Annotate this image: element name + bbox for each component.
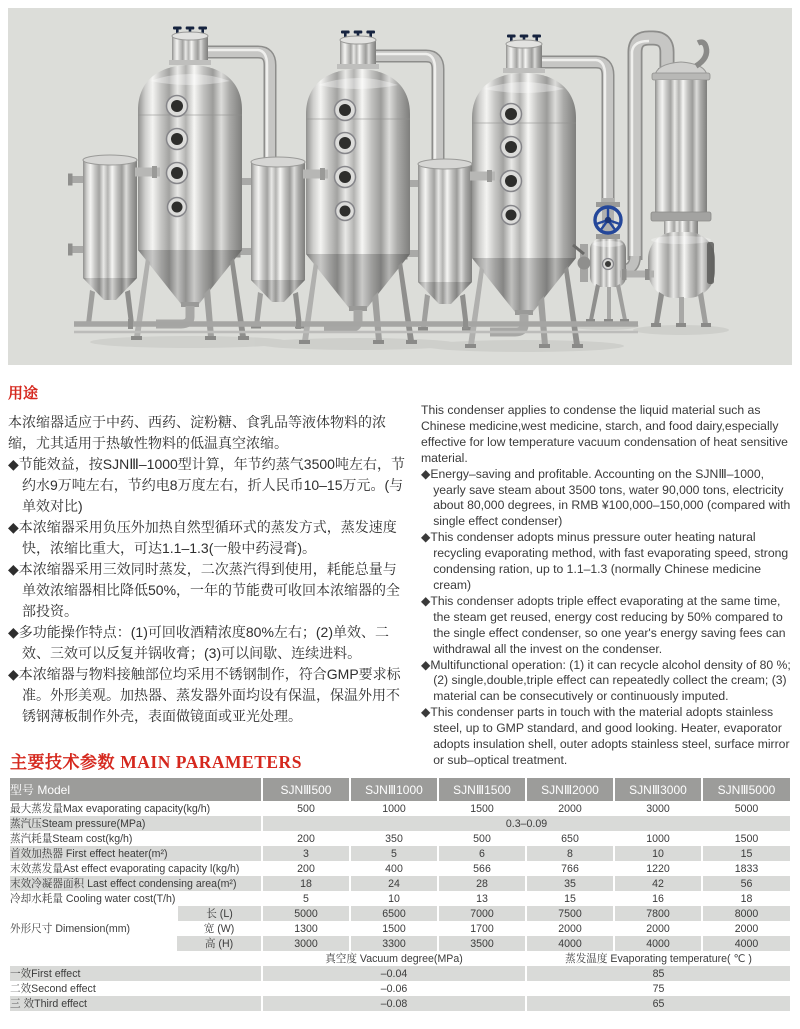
spec-value-cell: 28 bbox=[438, 876, 526, 891]
dimension-value-cell: 2000 bbox=[526, 921, 614, 936]
dimension-value-cell: 4000 bbox=[526, 936, 614, 951]
spec-value-cell: 200 bbox=[262, 861, 350, 876]
dimension-value-cell: 1300 bbox=[262, 921, 350, 936]
spec-value-cell: 500 bbox=[262, 801, 350, 816]
spec-value-cell: 10 bbox=[614, 846, 702, 861]
spec-value-cell: 3000 bbox=[614, 801, 702, 816]
evaporating-temperature-header: 蒸发温度 Evaporating temperature( ℃ ) bbox=[526, 951, 790, 966]
spec-row bbox=[10, 801, 790, 816]
spec-value-cell: 8 bbox=[526, 846, 614, 861]
spec-value-cell: 766 bbox=[526, 861, 614, 876]
dimension-value-cell: 1500 bbox=[350, 921, 438, 936]
receiver-pot bbox=[648, 232, 715, 327]
vacuum-degree-header: 真空度 Vacuum degree(MPa) bbox=[262, 951, 526, 966]
usage-bullet: ◆本浓缩器采用三效同时蒸发，二次蒸汽得到使用，耗能总量与单效浓缩器相比降低50%，一年的节能费可收回本浓缩器的全部投资。 bbox=[8, 561, 401, 619]
spec-value-cell: 650 bbox=[526, 831, 614, 846]
spec-value-cell: 1500 bbox=[702, 831, 790, 846]
condenser-column bbox=[651, 42, 711, 234]
dimension-value-cell: 7000 bbox=[438, 906, 526, 921]
spec-value-cell: 15 bbox=[526, 891, 614, 906]
spec-value-cell: 1833 bbox=[702, 861, 790, 876]
spec-value-cell: 5 bbox=[350, 846, 438, 861]
spec-value-cell: 1500 bbox=[438, 801, 526, 816]
spec-value-cell: 200 bbox=[262, 831, 350, 846]
usage-bullet: ◆Multifunctional operation: (1) it can recycle alcohol density of 80 %; (2) single,double,triple effect can repeatedly collect the cream; (3) material can be consecutively or continuously imputed. bbox=[421, 657, 791, 704]
model-cell: SJNⅢ3000 bbox=[614, 778, 702, 801]
usage-bullet: ◆节能效益，按SJNⅢ–1000型计算，年节约蒸气3500吨左右，节约水9万吨左右，节约电8万度左右，折人民币10–15万元。(与单效对比) bbox=[8, 456, 405, 514]
spec-value-cell: 24 bbox=[350, 876, 438, 891]
spec-value-cell: 10 bbox=[350, 891, 438, 906]
effect-temperature-cell: 85 bbox=[526, 966, 790, 981]
model-cell: SJNⅢ1000 bbox=[350, 778, 438, 801]
spec-value-cell: 2000 bbox=[526, 801, 614, 816]
dimension-value-cell: 3500 bbox=[438, 936, 526, 951]
dimension-value-cell: 3300 bbox=[350, 936, 438, 951]
model-cell: SJNⅢ2000 bbox=[526, 778, 614, 801]
dimension-value-cell: 7500 bbox=[526, 906, 614, 921]
usage-bullet: ◆This condenser adopts minus pressure outer heating natural recycling evaporating method, with fast evaporating speed, strong condensing ration, up to 1.1–1.3 (normally Chinese medicine cream) bbox=[421, 530, 789, 592]
model-cell: SJNⅢ5000 bbox=[702, 778, 790, 801]
usage-intro-cn: 本浓缩器适应于中药、西药、淀粉糖、食乳品等液体物料的浓缩，尤其适用于热敏性物料的低温真空浓缩。 bbox=[8, 414, 386, 451]
spec-value-cell: 3 bbox=[262, 846, 350, 861]
spec-label-cell: 蒸汽压Steam pressure(MPa) bbox=[10, 818, 146, 830]
model-cell: SJNⅢ1500 bbox=[438, 778, 526, 801]
effects-empty-cell bbox=[10, 951, 262, 966]
spec-value-cell: 6 bbox=[438, 846, 526, 861]
usage-heading: 用途 bbox=[8, 385, 39, 402]
spec-value-cell: 350 bbox=[350, 831, 438, 846]
usage-bullet: ◆This condenser parts in touch with the material adopts stainless steel, up to GMP standard, and good looking. Heater, evaporator adopts insulation shell, outer adopts stainless steel, surface mirror or sub–optical treatment. bbox=[421, 705, 790, 767]
params-table-body bbox=[10, 778, 790, 1011]
spec-row bbox=[10, 876, 790, 891]
spec-value-cell: 5 bbox=[262, 891, 350, 906]
effect-row bbox=[10, 966, 790, 981]
spec-label-cell: 末效冷凝器面积 Last effect condensing area(m²) bbox=[10, 878, 237, 890]
spec-value-cell: 1000 bbox=[350, 801, 438, 816]
effect-row bbox=[10, 981, 790, 996]
effect-label-cell: 三 效Third effect bbox=[10, 998, 87, 1010]
models-label-cell: 型号 Model bbox=[10, 783, 71, 797]
spec-label-cell: 首效加热器 First effect heater(m²) bbox=[10, 848, 168, 860]
spec-value-cell: 5000 bbox=[702, 801, 790, 816]
effect-vacuum-cell: –0.04 bbox=[262, 966, 526, 981]
dimension-value-cell: 4000 bbox=[614, 936, 702, 951]
spec-row bbox=[10, 831, 790, 846]
dimension-row bbox=[10, 906, 790, 921]
spec-span-value-cell: 0.3–0.09 bbox=[262, 816, 790, 831]
parameters-heading-cn: 主要技术参数 bbox=[10, 753, 115, 772]
effect-row bbox=[10, 996, 790, 1011]
spec-value-cell: 15 bbox=[702, 846, 790, 861]
usage-bullet: ◆本浓缩器采用负压外加热自然型循环式的蒸发方式，蒸发速度快，浓缩比重大，可达1.1–1.3(一般中药浸膏)。 bbox=[8, 519, 397, 556]
product-photo bbox=[8, 8, 792, 365]
dimension-sub-cell: 宽 (W) bbox=[203, 923, 235, 935]
equipment-illustration bbox=[8, 8, 792, 365]
spec-value-cell: 500 bbox=[438, 831, 526, 846]
dimension-value-cell: 2000 bbox=[614, 921, 702, 936]
model-cell: SJNⅢ500 bbox=[262, 778, 350, 801]
dimension-label-cell: 外形尺寸 Dimension(mm) bbox=[10, 906, 177, 951]
effect-vacuum-cell: –0.06 bbox=[262, 981, 526, 996]
effect-temperature-cell: 75 bbox=[526, 981, 790, 996]
dimension-value-cell: 3000 bbox=[262, 936, 350, 951]
spec-value-cell: 400 bbox=[350, 861, 438, 876]
spec-row bbox=[10, 861, 790, 876]
effects-header-row bbox=[10, 951, 790, 966]
dimension-value-cell: 5000 bbox=[262, 906, 350, 921]
spec-label-cell: 冷却水耗量 Cooling water cost(T/h) bbox=[10, 893, 176, 905]
dimension-value-cell: 2000 bbox=[702, 921, 790, 936]
usage-bullet: ◆多功能操作特点：(1)可回收酒精浓度80%左右；(2)单效、二效、三效可以反复并锅收膏；(3)可以间歇、连续进料。 bbox=[8, 624, 390, 661]
spec-value-cell: 56 bbox=[702, 876, 790, 891]
parameters-heading-en: MAIN PARAMETERS bbox=[120, 752, 302, 772]
spec-label-cell: 末效蒸发量Ast effect evaporating capacity l(kg/h) bbox=[10, 863, 240, 875]
spec-label-cell: 蒸汽耗量Steam cost(kg/h) bbox=[10, 833, 133, 845]
dimension-sub-cell: 长 (L) bbox=[177, 906, 262, 921]
spec-value-cell: 35 bbox=[526, 876, 614, 891]
spec-value-cell: 18 bbox=[702, 891, 790, 906]
effect-temperature-cell: 65 bbox=[526, 996, 790, 1011]
dimension-value-cell: 6500 bbox=[350, 906, 438, 921]
usage-bullets-cn bbox=[8, 454, 405, 727]
spec-row bbox=[10, 891, 790, 906]
spec-value-cell: 1220 bbox=[614, 861, 702, 876]
parameters-heading bbox=[10, 748, 302, 773]
usage-bullet: ◆Energy–saving and profitable. Accounting on the SJNⅢ–1000, yearly save steam about 3500 tons, water 90,000 tons, electricity about 80,000 degrees, in RMB ¥100,000–150,000 (compared with single effect condenser) bbox=[421, 466, 791, 529]
usage-column-chinese bbox=[8, 371, 405, 769]
effect-vacuum-cell: –0.08 bbox=[262, 996, 526, 1011]
spec-value-cell: 566 bbox=[438, 861, 526, 876]
dimension-sub-cell: 高 (H) bbox=[204, 938, 234, 950]
spec-value-cell: 18 bbox=[262, 876, 350, 891]
dimension-value-cell: 1700 bbox=[438, 921, 526, 936]
spec-value-cell: 1000 bbox=[614, 831, 702, 846]
spec-value-cell: 42 bbox=[614, 876, 702, 891]
dimension-value-cell: 8000 bbox=[702, 906, 790, 921]
parameters-table bbox=[10, 778, 790, 1011]
spec-value-cell: 13 bbox=[438, 891, 526, 906]
usage-bullet: ◆本浓缩器与物料接触部位均采用不锈钢制作，符合GMP要求标准。外形美观。加热器、蒸发器外面均设有保温，保温外用不锈钢薄板制作外壳，表面做镜面或亚光处理。 bbox=[8, 666, 401, 724]
usage-section bbox=[8, 371, 792, 769]
effect-label-cell: 一效First effect bbox=[10, 968, 81, 980]
table-header-row bbox=[10, 778, 790, 801]
dimension-value-cell: 4000 bbox=[702, 936, 790, 951]
spec-row bbox=[10, 846, 790, 861]
effect-label-cell: 二效Second effect bbox=[10, 983, 96, 995]
dimension-value-cell: 7800 bbox=[614, 906, 702, 921]
usage-bullet: ◆This condenser adopts triple effect evaporating at the same time, the steam get reused, energy cost reducing by 50% compared to the single effect condenser, so one year's energy saving fees can withdrawal all the invest on the condenser. bbox=[421, 593, 786, 656]
spec-label-cell: 最大蒸发量Max evaporating capacity(kg/h) bbox=[10, 803, 211, 815]
spec-value-cell: 16 bbox=[614, 891, 702, 906]
usage-column-english bbox=[421, 371, 792, 769]
usage-intro-en: This condenser applies to condense the liquid material such as Chinese medicine,west medicine, starch, and food dairy,especially effective for low temperature vacuum condensation of heat sensitive material. bbox=[421, 403, 788, 465]
spec-row bbox=[10, 816, 790, 831]
usage-bullets-en bbox=[421, 467, 792, 769]
